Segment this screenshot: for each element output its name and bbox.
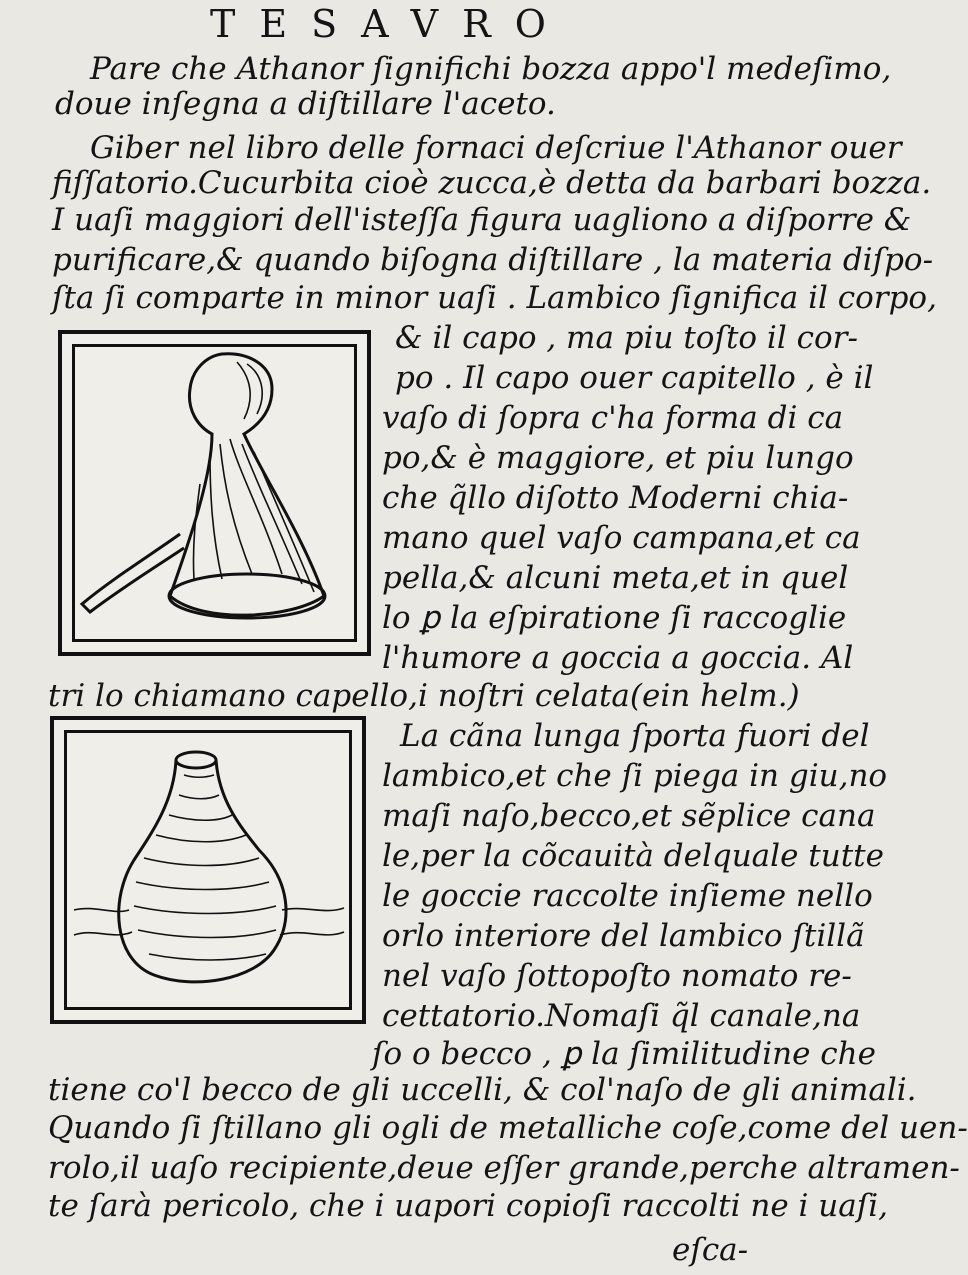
- text-line: purificare,& quando biſogna diſtillare , la materia diſpo-: [52, 242, 934, 278]
- text-line: l'humore a goccia a goccia. Al: [382, 640, 854, 676]
- text-line: La cãna lunga ſporta fuori del: [400, 718, 870, 754]
- alembic-head-woodcut: [58, 330, 371, 656]
- text-line: mano quel vaſo campana,et ca: [382, 520, 861, 556]
- text-line: maſi naſo,becco,et sẽplice cana: [382, 798, 876, 834]
- text-line: fiſſatorio.Cucurbita cioè zucca,è detta da barbari bozza.: [52, 165, 932, 201]
- catchword: eſca-: [672, 1232, 749, 1268]
- text-line: Giber nel libro delle fornaci deſcriue l'Athanor ouer: [90, 130, 902, 166]
- text-line: vaſo di ſopra c'ha forma di ca: [382, 400, 844, 436]
- text-line: Pare che Athanor ſignifichi bozza appo'l medeſimo,: [90, 51, 892, 87]
- cucurbita-illustration: [54, 720, 362, 1020]
- text-line: & il capo , ma piu toſto il cor-: [395, 320, 858, 356]
- cucurbita-woodcut: [50, 716, 366, 1024]
- text-line: le goccie raccolte inſieme nello: [382, 878, 873, 914]
- text-line: doue inſegna a diſtillare l'aceto.: [55, 86, 556, 122]
- text-line: Quando ſi ſtillano gli ogli de metalliche coſe,come del uen-: [48, 1110, 968, 1146]
- text-line: pella,& alcuni meta,et in quel: [382, 560, 849, 596]
- text-line: rolo,il uaſo recipiente,deue eſſer grande,perche altramen-: [48, 1150, 960, 1186]
- text-line: orlo interiore del lambico ſtillã: [382, 918, 865, 954]
- text-line: che q̃llo diſotto Moderni chia-: [382, 480, 849, 516]
- text-line: lambico,et che ſi piega in giu,no: [382, 758, 888, 794]
- alembic-head-illustration: [62, 334, 367, 652]
- text-line: tri lo chiamano capello,i noſtri celata(ein helm.): [48, 678, 800, 714]
- text-line: cettatorio.Nomaſi q̃l canale,na: [382, 998, 861, 1034]
- text-line: te ſarà pericolo, che i uapori copioſi raccolti ne i uaſi,: [48, 1188, 888, 1224]
- running-head: TESAVRO: [210, 2, 570, 46]
- text-line: po . Il capo ouer capitello , è il: [395, 360, 874, 396]
- text-line: tiene co'l becco de gli uccelli, & col'naſo de gli animali.: [48, 1072, 917, 1108]
- text-line: nel vaſo ſottopoſto nomato re-: [382, 958, 852, 994]
- text-line: le,per la cõcauità delquale tutte: [382, 838, 884, 874]
- text-line: ſo o becco , ꝑ la ſimilitudine che: [372, 1036, 876, 1072]
- text-line: I uaſi maggiori dell'isteſſa figura uagliono a diſporre &: [52, 202, 912, 238]
- text-line: ſta ſi comparte in minor uaſi . Lambico ſignifica il corpo,: [52, 280, 937, 316]
- text-line: lo ꝑ la eſpiratione ſi raccoglie: [382, 600, 847, 636]
- text-line: po,& è maggiore, et piu lungo: [382, 440, 854, 476]
